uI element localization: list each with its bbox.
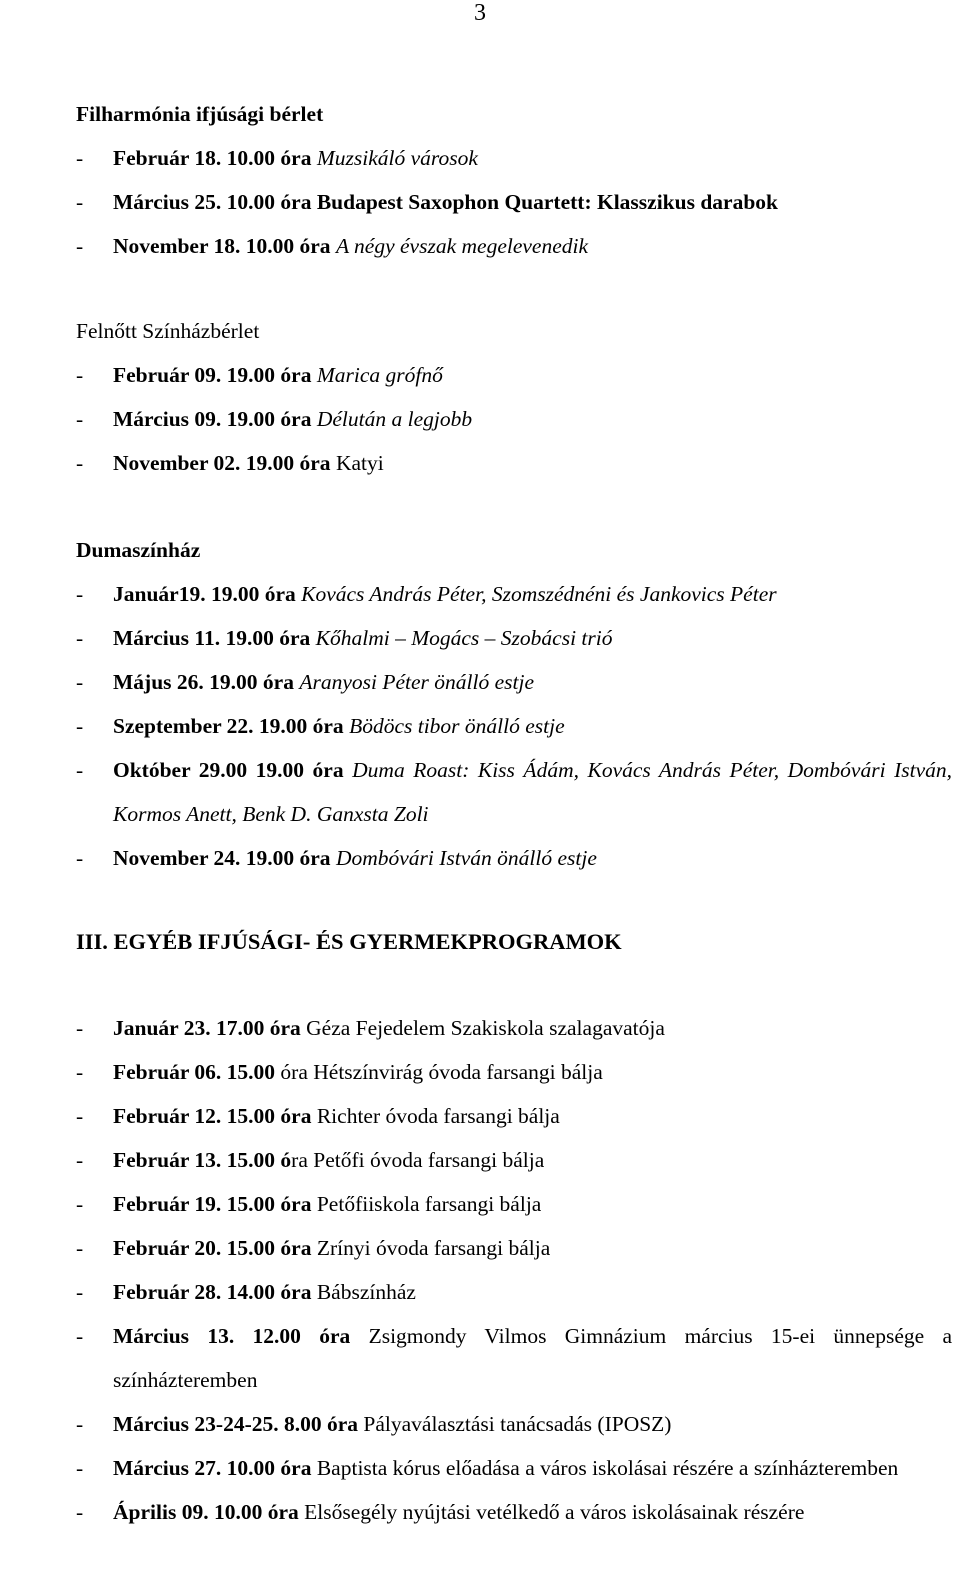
list-item (76, 1446, 956, 1490)
list-item (76, 353, 956, 397)
event-title: Bödöcs tibor önálló estje (349, 714, 565, 738)
section-heading: III. EGYÉB IFJÚSÁGI- ÉS GYERMEKPROGRAMOK (76, 929, 622, 954)
event-title: Pályaválasztási tanácsadás (IPOSZ) (363, 1412, 672, 1436)
event-date: Május 26. 19.00 óra (113, 670, 294, 694)
list-dash: - (76, 1412, 84, 1436)
list-item (76, 224, 956, 268)
event-title: Elsősegély nyújtási vetélkedő a város iskolásainak részére (304, 1500, 805, 1524)
event-title: Dombóvári István önálló estje (335, 846, 597, 870)
list-item (76, 572, 956, 616)
list-item (76, 1314, 956, 1402)
list-dash: - (76, 1192, 84, 1216)
event-date: Február 28. 14.00 óra (113, 1280, 312, 1304)
event-date: Március 13. 12.00 óra (113, 1324, 351, 1348)
list-item (76, 180, 956, 224)
section-felnott-szinhazberlet (76, 309, 956, 485)
section-title: Dumaszínház (76, 538, 201, 562)
event-date: November 24. 19.00 óra (113, 846, 331, 870)
section-title: Filharmónia ifjúsági bérlet (76, 102, 324, 126)
event-title: Petőfiiskola farsangi bálja (316, 1192, 542, 1216)
section-filharmonia (76, 92, 956, 268)
event-date: Február 19. 15.00 óra (113, 1192, 312, 1216)
event-title: Délután a legjobb (316, 407, 473, 431)
event-title: A négy évszak megelevenedik (335, 234, 589, 258)
section-dumaszinhaz (76, 528, 956, 880)
list-item (76, 1094, 956, 1138)
list-dash: - (76, 1324, 84, 1348)
event-date: Január19. 19.00 óra (113, 582, 296, 606)
list-item (76, 660, 956, 704)
event-date: Február 06. 15.00 (113, 1060, 276, 1084)
list-dash: - (76, 846, 84, 870)
list-dash: - (76, 451, 84, 475)
section-programs (76, 1006, 956, 1534)
event-date: Október 29.00 19.00 óra (113, 758, 344, 782)
list-dash: - (76, 582, 84, 606)
list-item (76, 1182, 956, 1226)
event-title: Muzsikáló városok (316, 146, 478, 170)
event-date-suffix: ra (291, 1148, 308, 1172)
list-item (76, 441, 956, 485)
list-dash: - (76, 1060, 84, 1084)
event-title: Zsigmondy Vilmos Gimnázium március 15-ei ünnepsége a színházteremben (113, 1324, 952, 1392)
list-item (76, 397, 956, 441)
event-date: Március 27. 10.00 óra (113, 1456, 312, 1480)
list-item (76, 1270, 956, 1314)
list-item (76, 136, 956, 180)
event-title: Zrínyi óvoda farsangi bálja (316, 1236, 551, 1260)
list-dash: - (76, 1016, 84, 1040)
event-date: Február 09. 19.00 óra (113, 363, 312, 387)
list-item (76, 748, 956, 836)
list-item (76, 1226, 956, 1270)
event-date: Február 18. 10.00 óra (113, 146, 312, 170)
list-dash: - (76, 1280, 84, 1304)
event-title: Bábszínház (316, 1280, 416, 1304)
event-date: Március 11. 19.00 óra (113, 626, 311, 650)
event-title: Baptista kórus előadása a város iskolásai részére a színházteremben (316, 1456, 899, 1480)
list-dash: - (76, 234, 84, 258)
event-title: Katyi (335, 451, 384, 475)
event-date: Április 09. 10.00 óra (113, 1500, 299, 1524)
event-date: November 18. 10.00 óra (113, 234, 331, 258)
list-item (76, 1402, 956, 1446)
event-date: Február 20. 15.00 óra (113, 1236, 312, 1260)
event-title: Hétszínvirág óvoda farsangi bálja (313, 1060, 603, 1084)
event-date: Március 09. 19.00 óra (113, 407, 312, 431)
list-dash: - (76, 190, 84, 214)
list-item (76, 704, 956, 748)
event-date: Március 25. 10.00 óra (113, 190, 312, 214)
event-date: Február 13. 15.00 ó (113, 1148, 292, 1172)
event-title: Kovács András Péter, Szomszédnéni és Jankovics Péter (301, 582, 777, 606)
list-item (76, 1138, 956, 1182)
event-title: Aranyosi Péter önálló estje (299, 670, 534, 694)
list-item (76, 1050, 956, 1094)
list-item (76, 1490, 956, 1534)
list-dash: - (76, 363, 84, 387)
list-dash: - (76, 146, 84, 170)
section-title: Felnőtt Színházbérlet (76, 319, 260, 343)
list-dash: - (76, 626, 84, 650)
event-title: Richter óvoda farsangi bálja (316, 1104, 560, 1128)
page-number: 3 (474, 0, 486, 26)
list-item (76, 616, 956, 660)
list-dash: - (76, 714, 84, 738)
event-title: Géza Fejedelem Szakiskola szalagavatója (306, 1016, 665, 1040)
event-date: Szeptember 22. 19.00 óra (113, 714, 344, 738)
list-item (76, 836, 956, 880)
event-date: Március 23-24-25. 8.00 óra (113, 1412, 359, 1436)
event-title: Budapest Saxophon Quartett: Klasszikus darabok (316, 190, 779, 214)
event-date: November 02. 19.00 óra (113, 451, 331, 475)
list-dash: - (76, 407, 84, 431)
list-dash: - (76, 1500, 84, 1524)
event-title: Marica grófnő (316, 363, 443, 387)
event-date-suffix: óra (280, 1060, 308, 1084)
list-dash: - (76, 1148, 84, 1172)
event-title: Petőfi óvoda farsangi bálja (313, 1148, 545, 1172)
event-date: Január 23. 17.00 óra (113, 1016, 301, 1040)
event-date: Február 12. 15.00 óra (113, 1104, 312, 1128)
event-title: Duma Roast: Kiss Ádám, Kovács András Péter, Dombóvári István, Kormos Anett, Benk D. Ganxsta Zoli (113, 758, 953, 826)
list-dash: - (76, 1236, 84, 1260)
list-dash: - (76, 670, 84, 694)
list-dash: - (76, 1104, 84, 1128)
event-title: Kőhalmi – Mogács – Szobácsi trió (315, 626, 613, 650)
list-dash: - (76, 758, 84, 782)
list-item (76, 1006, 956, 1050)
list-dash: - (76, 1456, 84, 1480)
